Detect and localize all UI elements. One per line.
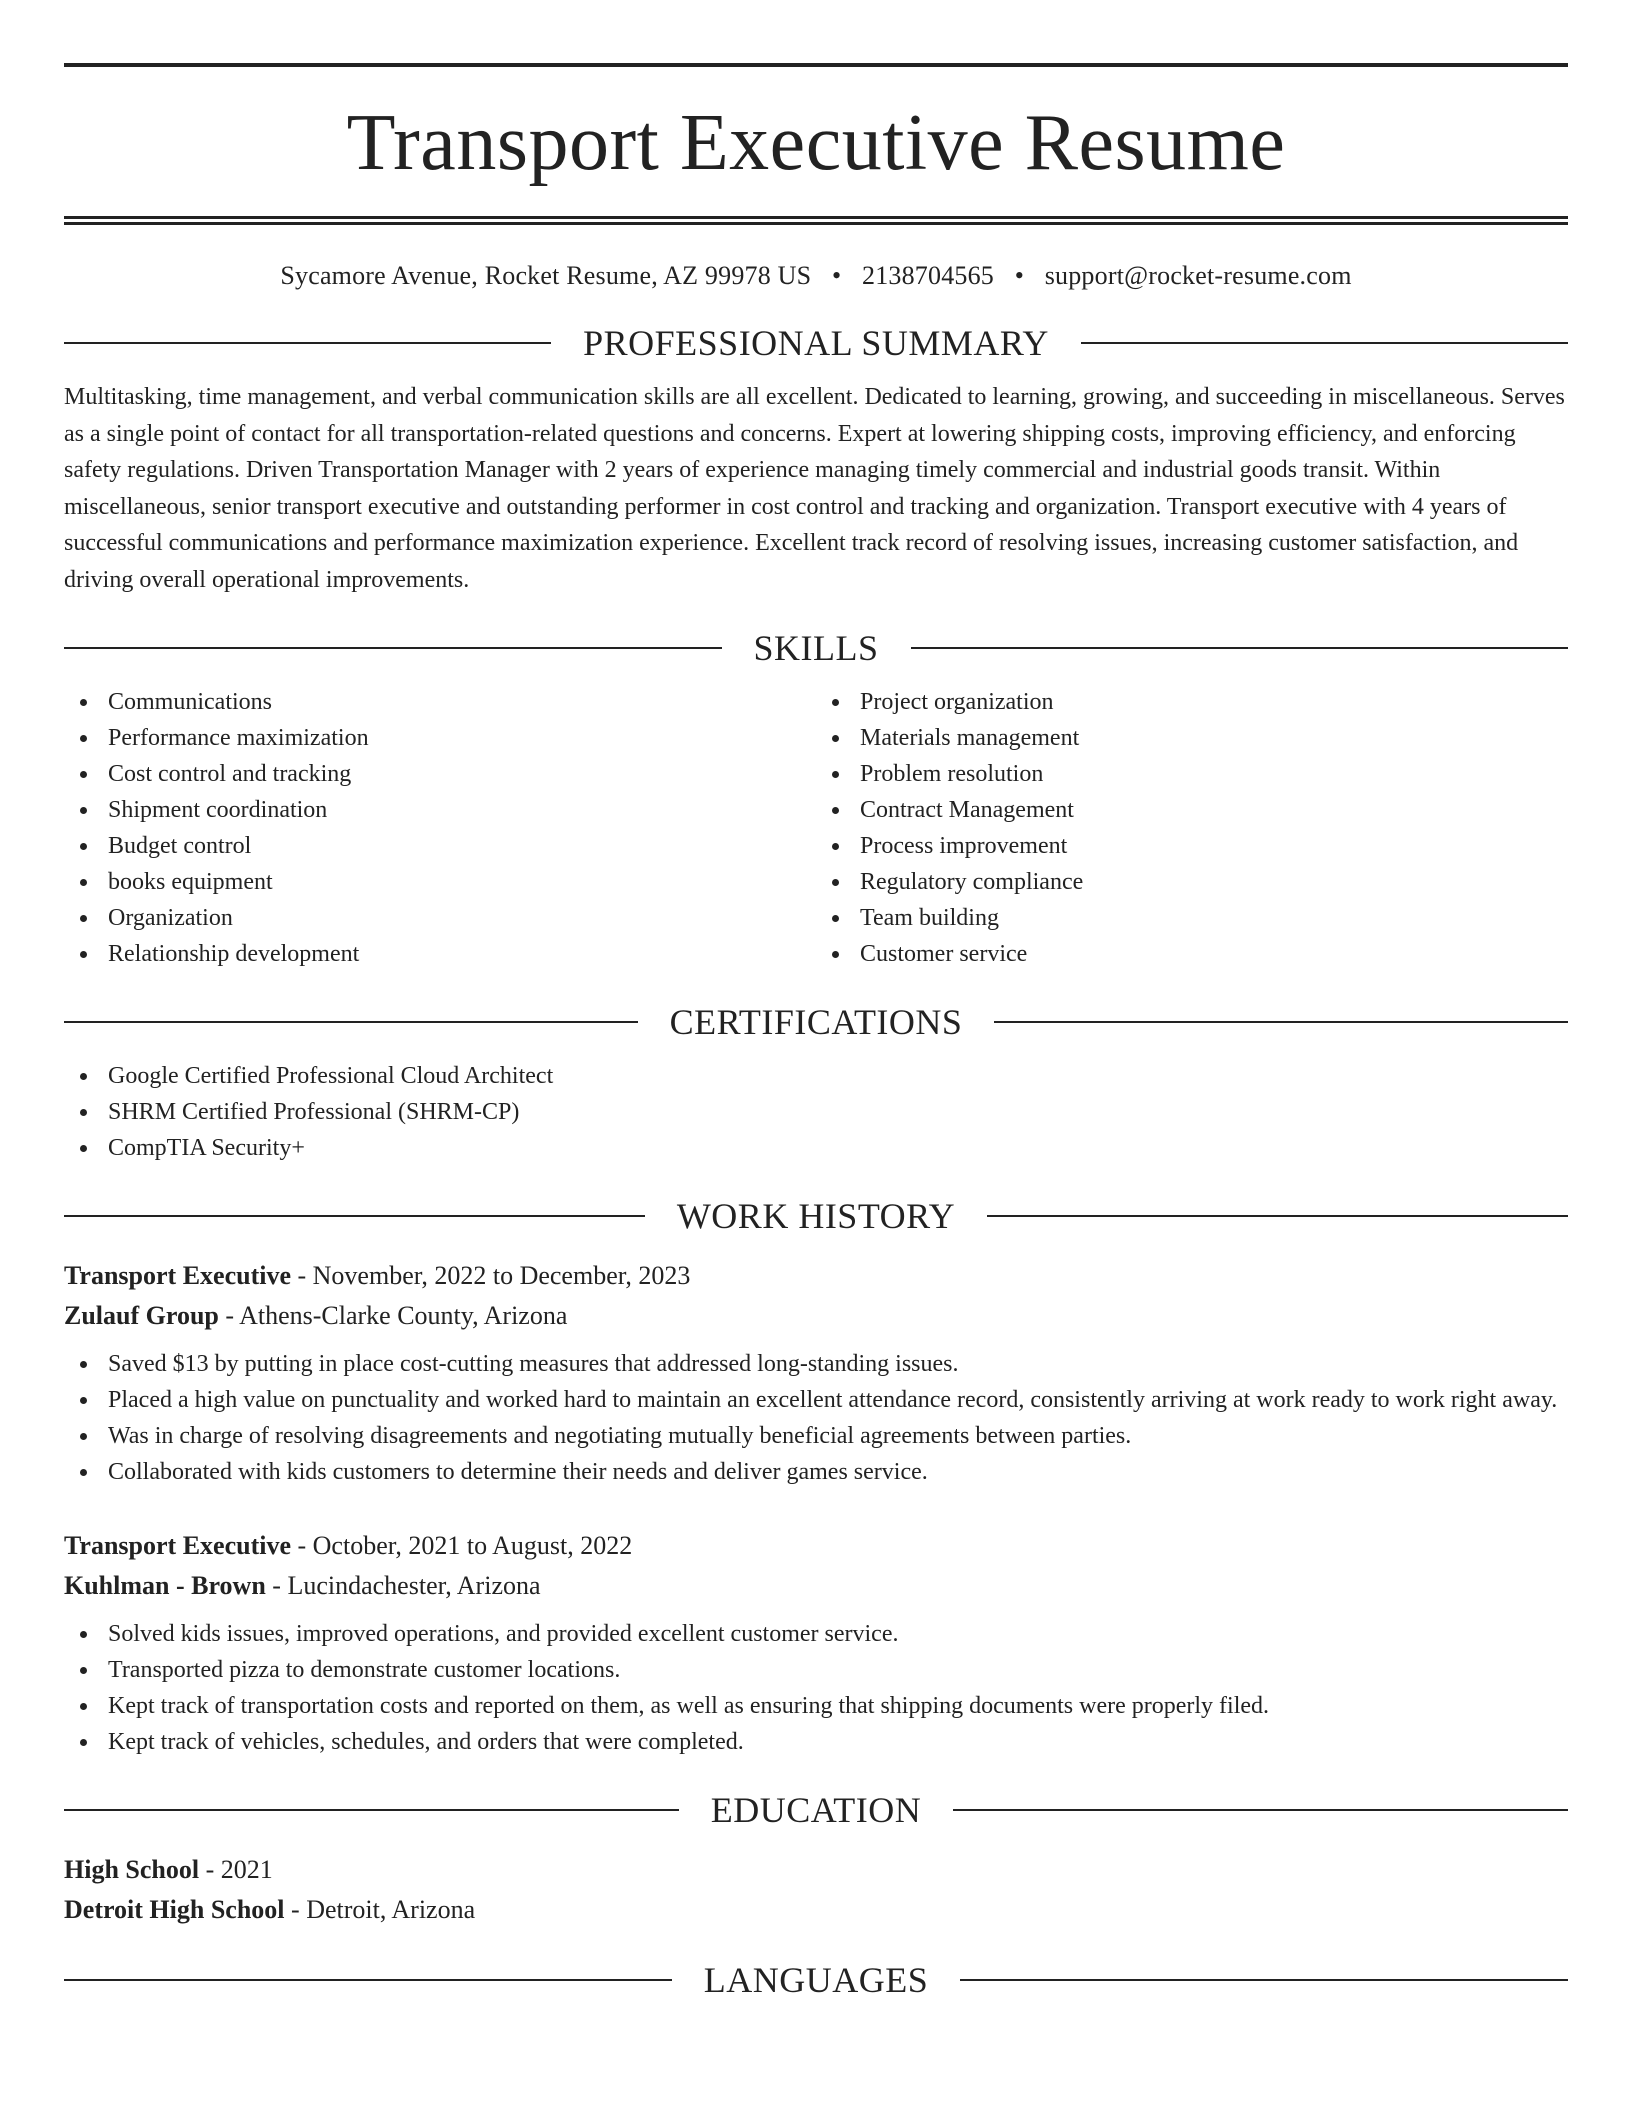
education-school: Detroit High School	[64, 1895, 285, 1924]
skill-item: Shipment coordination	[64, 792, 816, 828]
job-bullet: Saved $13 by putting in place cost-cutting measures that addressed long-standing issues.	[64, 1346, 1568, 1382]
job-role-line	[64, 1256, 1568, 1296]
job-bullet: Was in charge of resolving disagreements and negotiating mutually beneficial agreements between parties.	[64, 1418, 1568, 1454]
skill-item: Team building	[816, 900, 1568, 936]
section-divider	[64, 1809, 679, 1811]
section-divider	[64, 647, 722, 649]
section-header-skills	[64, 626, 1568, 670]
contact-line	[64, 259, 1568, 293]
job-bullet: Kept track of vehicles, schedules, and orders that were completed.	[64, 1724, 1568, 1760]
job-bullet: Collaborated with kids customers to determine their needs and deliver games service.	[64, 1454, 1568, 1490]
page-title: Transport Executive Resume	[346, 99, 1286, 187]
skill-item: Communications	[64, 684, 816, 720]
skills-list	[64, 684, 1568, 972]
skill-item: Regulatory compliance	[816, 864, 1568, 900]
skill-item: Relationship development	[64, 936, 816, 972]
section-title: WORK HISTORY	[676, 1196, 956, 1236]
skills-column-left	[64, 684, 816, 972]
section-title: SKILLS	[753, 628, 879, 668]
section-divider	[987, 1215, 1568, 1217]
top-rule	[64, 63, 1568, 67]
education-degree-line	[64, 1850, 1568, 1890]
section-title: PROFESSIONAL SUMMARY	[583, 323, 1049, 363]
skills-column-right	[816, 684, 1568, 972]
skill-item: books equipment	[64, 864, 816, 900]
skill-item: Budget control	[64, 828, 816, 864]
title-double-rule	[64, 216, 1568, 225]
skill-item: Problem resolution	[816, 756, 1568, 792]
job-company: Zulauf Group	[64, 1301, 219, 1330]
section-divider	[994, 1021, 1568, 1023]
job-dates: - November, 2022 to December, 2023	[291, 1261, 691, 1290]
section-title: EDUCATION	[710, 1790, 922, 1830]
skill-item: Cost control and tracking	[64, 756, 816, 792]
section-divider	[64, 1215, 645, 1217]
job-dates: - October, 2021 to August, 2022	[291, 1531, 633, 1560]
section-divider	[64, 342, 551, 344]
education-degree: High School	[64, 1855, 200, 1884]
skill-item: Process improvement	[816, 828, 1568, 864]
section-title: CERTIFICATIONS	[669, 1002, 963, 1042]
section-header-languages	[64, 1958, 1568, 2002]
job-location: - Athens-Clarke County, Arizona	[218, 1301, 568, 1330]
section-divider	[960, 1979, 1568, 1981]
job-company-line	[64, 1566, 1568, 1606]
certifications-list	[64, 1058, 1568, 1166]
section-divider	[64, 1021, 638, 1023]
skill-item: Performance maximization	[64, 720, 816, 756]
job-bullet: Solved kids issues, improved operations, and provided excellent customer service.	[64, 1616, 1568, 1652]
certification-item: SHRM Certified Professional (SHRM-CP)	[64, 1094, 1568, 1130]
job-location: - Lucindachester, Arizona	[265, 1571, 541, 1600]
job-bullet: Kept track of transportation costs and reported on them, as well as ensuring that shipping documents were properly filed.	[64, 1688, 1568, 1724]
contact-phone: 2138704565	[862, 261, 994, 290]
job-bullet: Transported pizza to demonstrate customer locations.	[64, 1652, 1568, 1688]
contact-address: Sycamore Avenue, Rocket Resume, AZ 99978 US	[280, 261, 812, 290]
section-divider	[1081, 342, 1568, 344]
job-role: Transport Executive	[64, 1261, 291, 1290]
section-divider	[911, 647, 1569, 649]
section-divider	[953, 1809, 1568, 1811]
job-entry	[64, 1526, 1568, 1760]
education-entry	[64, 1850, 1568, 1930]
job-bullets	[64, 1346, 1568, 1490]
section-header-education	[64, 1788, 1568, 1832]
skill-item: Customer service	[816, 936, 1568, 972]
contact-separator: •	[1014, 261, 1025, 290]
job-company-line	[64, 1296, 1568, 1336]
job-role-line	[64, 1526, 1568, 1566]
job-bullet: Placed a high value on punctuality and worked hard to maintain an excellent attendance record, consistently arriving at work ready to work right away.	[64, 1382, 1568, 1418]
section-header-work	[64, 1194, 1568, 1238]
education-school-line	[64, 1890, 1568, 1930]
section-header-summary	[64, 321, 1568, 365]
job-company: Kuhlman - Brown	[64, 1571, 266, 1600]
job-role: Transport Executive	[64, 1531, 291, 1560]
section-title: LANGUAGES	[703, 1960, 929, 2000]
job-bullets	[64, 1616, 1568, 1760]
section-header-certifications	[64, 1000, 1568, 1044]
summary-text: Multitasking, time management, and verbal communication skills are all excellent. Dedicated to learning, growing, and succeeding in miscellaneous. Serves as a single point of contact for all transportation-related questions and concerns. Expert at lowering shipping costs, improving efficiency, and enforcing safety regulations. Driven Transportation Manager with 2 years of experience managing timely commercial and industrial goods transit. Within miscellaneous, senior transport executive and outstanding performer in cost control and tracking and organization. Transport executive with 4 years of successful communications and performance maximization experience. Excellent track record of resolving issues, increasing customer satisfaction, and driving overall operational improvements.	[64, 384, 1565, 593]
contact-separator: •	[831, 261, 842, 290]
skill-item: Contract Management	[816, 792, 1568, 828]
certification-item: CompTIA Security+	[64, 1130, 1568, 1166]
skill-item: Project organization	[816, 684, 1568, 720]
skill-item: Materials management	[816, 720, 1568, 756]
education-location: - Detroit, Arizona	[284, 1895, 476, 1924]
section-divider	[64, 1979, 672, 1981]
certification-item: Google Certified Professional Cloud Architect	[64, 1058, 1568, 1094]
skill-item: Organization	[64, 900, 816, 936]
job-entry	[64, 1256, 1568, 1490]
contact-email: support@rocket-resume.com	[1044, 261, 1352, 290]
education-year: - 2021	[199, 1855, 273, 1884]
